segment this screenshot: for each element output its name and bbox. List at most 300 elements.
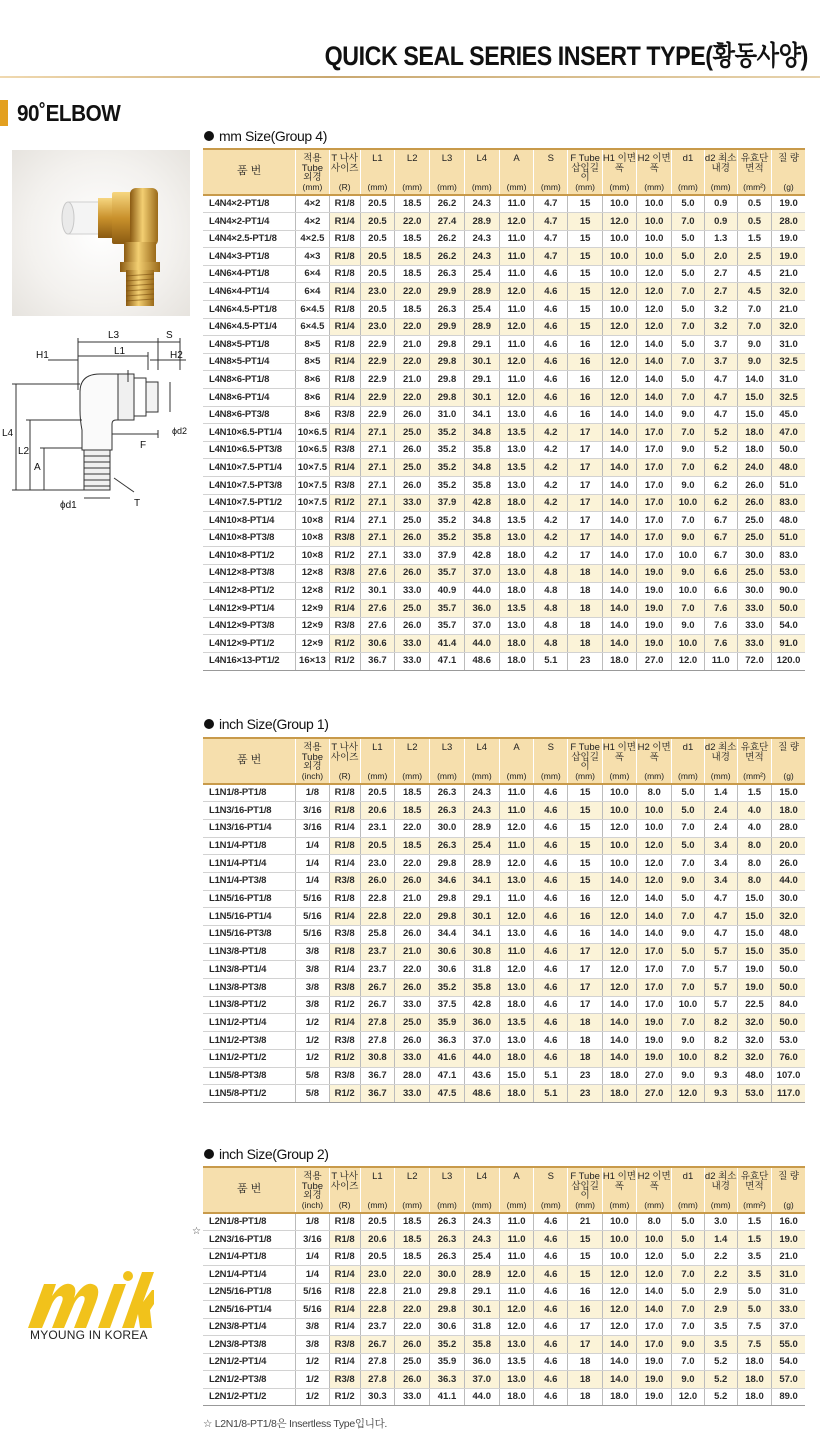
cell-f: 16 <box>568 1283 602 1301</box>
cell-part-no: L1N5/16-PT3/8 <box>203 926 296 944</box>
cell-a: 15.0 <box>499 1067 533 1085</box>
cell-d2: 9.3 <box>704 1085 737 1103</box>
cell-d2: 4.7 <box>704 389 737 407</box>
cell-h2: 17.0 <box>637 1336 672 1354</box>
cell-mass: 120.0 <box>772 652 805 670</box>
cell-mass: 31.0 <box>772 1283 805 1301</box>
cell-tube: 12×9 <box>296 600 329 618</box>
cell-l4: 34.8 <box>464 512 499 530</box>
cell-d2: 2.9 <box>704 1301 737 1319</box>
cell-a: 13.0 <box>499 1371 533 1389</box>
cell-tube: 10×7.5 <box>296 494 329 512</box>
cell-l1: 20.5 <box>360 1213 394 1231</box>
column-header-unit: (inch) <box>301 1200 324 1211</box>
column-header-label: L3 <box>441 153 453 164</box>
cell-s: 4.6 <box>534 1248 568 1266</box>
cell-d2: 6.6 <box>704 564 737 582</box>
section-title: 90˚ELBOW <box>17 100 121 126</box>
column-header-l4 <box>464 1167 499 1213</box>
cell-h2: 27.0 <box>637 1067 672 1085</box>
cell-thread: R3/8 <box>329 1371 360 1389</box>
cell-d1: 9.0 <box>672 1032 704 1050</box>
cell-thread: R1/4 <box>329 600 360 618</box>
cell-a: 13.0 <box>499 1032 533 1050</box>
cell-tube: 3/8 <box>296 1318 329 1336</box>
cell-a: 12.0 <box>499 819 533 837</box>
cell-f: 15 <box>568 248 602 266</box>
column-header-label: d2 최소내경 <box>704 153 737 174</box>
cell-d2: 2.0 <box>704 248 737 266</box>
cell-d1: 7.0 <box>672 1301 704 1319</box>
cell-tube: 3/16 <box>296 819 329 837</box>
cell-l1: 23.0 <box>360 318 394 336</box>
cell-h2: 14.0 <box>637 890 672 908</box>
cell-a: 11.0 <box>499 265 533 283</box>
cell-a: 13.5 <box>499 1353 533 1371</box>
cell-a: 13.5 <box>499 600 533 618</box>
column-header-unit: (mm) <box>575 1200 596 1211</box>
table-row <box>203 1388 805 1406</box>
cell-mass: 35.0 <box>772 943 805 961</box>
column-header-l3 <box>430 1167 464 1213</box>
cell-thread: R1/2 <box>329 635 360 653</box>
cell-area: 24.0 <box>737 459 771 477</box>
cell-l2: 21.0 <box>395 1283 430 1301</box>
cell-f: 17 <box>568 961 602 979</box>
cell-area: 8.0 <box>737 872 771 890</box>
cell-h2: 19.0 <box>637 600 672 618</box>
cell-d1: 5.0 <box>672 784 704 802</box>
column-header-thread <box>329 1167 360 1213</box>
cell-s: 4.7 <box>534 248 568 266</box>
cell-tube: 8×6 <box>296 371 329 389</box>
cell-tube: 10×6.5 <box>296 441 329 459</box>
cell-thread: R1/2 <box>329 1085 360 1103</box>
column-header-label: 품 번 <box>236 165 262 178</box>
cell-h1: 12.0 <box>602 213 636 231</box>
column-header-d1 <box>672 1167 704 1213</box>
cell-f: 16 <box>568 890 602 908</box>
cell-part-no: L1N1/2-PT1/4 <box>203 1014 296 1032</box>
cell-part-no: L4N10×6.5-PT1/4 <box>203 424 296 442</box>
cell-l3: 27.4 <box>430 213 464 231</box>
cell-s: 4.6 <box>534 908 568 926</box>
product-photo <box>12 150 190 316</box>
column-header-unit: (mm) <box>609 1200 630 1211</box>
cell-mass: 21.0 <box>772 301 805 319</box>
diagram-label-a: A <box>34 462 41 473</box>
cell-l4: 34.1 <box>464 406 499 424</box>
cell-l1: 23.0 <box>360 855 394 873</box>
cell-l2: 22.0 <box>395 908 430 926</box>
cell-area: 1.5 <box>737 784 771 802</box>
column-header-l2 <box>395 738 430 784</box>
cell-d1: 7.0 <box>672 213 704 231</box>
cell-f: 17 <box>568 979 602 997</box>
cell-thread: R1/4 <box>329 213 360 231</box>
column-header-unit: (mm) <box>644 182 665 193</box>
cell-h1: 14.0 <box>602 1336 636 1354</box>
table-row <box>203 441 805 459</box>
cell-d2: 5.2 <box>704 424 737 442</box>
cell-h2: 19.0 <box>637 564 672 582</box>
cell-thread: R3/8 <box>329 1032 360 1050</box>
cell-part-no: L1N1/4-PT1/4 <box>203 855 296 873</box>
cell-a: 11.0 <box>499 1248 533 1266</box>
cell-part-no: L4N8×6-PT1/8 <box>203 371 296 389</box>
brand-logo <box>26 1270 154 1332</box>
cell-h2: 17.0 <box>637 943 672 961</box>
cell-thread: R1/8 <box>329 837 360 855</box>
cell-f: 15 <box>568 283 602 301</box>
cell-l4: 30.1 <box>464 908 499 926</box>
cell-l2: 33.0 <box>395 1085 430 1103</box>
cell-part-no: L4N10×8-PT1/4 <box>203 512 296 530</box>
cell-s: 4.6 <box>534 1231 568 1249</box>
cell-l2: 22.0 <box>395 1318 430 1336</box>
cell-l2: 26.0 <box>395 1336 430 1354</box>
cell-l2: 26.0 <box>395 441 430 459</box>
cell-thread: R1/8 <box>329 890 360 908</box>
cell-s: 5.1 <box>534 1085 568 1103</box>
table-row <box>203 477 805 495</box>
cell-mass: 76.0 <box>772 1049 805 1067</box>
cell-l1: 23.7 <box>360 961 394 979</box>
cell-h2: 12.0 <box>637 301 672 319</box>
cell-l4: 28.9 <box>464 318 499 336</box>
cell-s: 4.6 <box>534 837 568 855</box>
cell-f: 16 <box>568 406 602 424</box>
cell-l4: 42.8 <box>464 996 499 1014</box>
cell-d2: 8.2 <box>704 1049 737 1067</box>
cell-s: 4.6 <box>534 819 568 837</box>
cell-l3: 26.2 <box>430 195 464 213</box>
cell-l4: 44.0 <box>464 635 499 653</box>
cell-l1: 23.7 <box>360 1318 394 1336</box>
cell-f: 17 <box>568 529 602 547</box>
cell-thread: R1/8 <box>329 1248 360 1266</box>
cell-d1: 7.0 <box>672 353 704 371</box>
cell-s: 5.1 <box>534 652 568 670</box>
cell-h1: 10.0 <box>602 784 636 802</box>
column-header-unit: (R) <box>338 771 351 782</box>
table-row <box>203 529 805 547</box>
cell-f: 17 <box>568 547 602 565</box>
column-header-label: H2 이면폭 <box>637 742 671 763</box>
cell-d1: 10.0 <box>672 1049 704 1067</box>
column-header-unit: (mm) <box>437 182 457 193</box>
cell-a: 13.0 <box>499 529 533 547</box>
cell-area: 7.0 <box>737 301 771 319</box>
cell-part-no: L1N1/4-PT1/8 <box>203 837 296 855</box>
cell-f: 18 <box>568 582 602 600</box>
cell-h1: 12.0 <box>602 943 636 961</box>
cell-mass: 50.0 <box>772 961 805 979</box>
cell-h2: 14.0 <box>637 406 672 424</box>
cell-d2: 5.2 <box>704 1371 737 1389</box>
cell-d1: 7.0 <box>672 1353 704 1371</box>
cell-d2: 3.4 <box>704 837 737 855</box>
cell-l2: 33.0 <box>395 547 430 565</box>
cell-h1: 14.0 <box>602 600 636 618</box>
table-row <box>203 1283 805 1301</box>
cell-tube: 4×2.5 <box>296 230 329 248</box>
column-header-tube <box>296 149 329 195</box>
cell-mass: 31.0 <box>772 336 805 354</box>
cell-h1: 14.0 <box>602 1353 636 1371</box>
cell-d2: 3.2 <box>704 301 737 319</box>
cell-h1: 12.0 <box>602 371 636 389</box>
cell-part-no: L2N1/8-PT1/8 <box>203 1213 296 1231</box>
cell-s: 4.6 <box>534 371 568 389</box>
table-row <box>203 1085 805 1103</box>
column-header-unit: (mm²) <box>743 771 766 782</box>
cell-l4: 36.0 <box>464 1353 499 1371</box>
cell-d2: 2.7 <box>704 283 737 301</box>
cell-d2: 3.5 <box>704 1336 737 1354</box>
cell-l3: 29.8 <box>430 908 464 926</box>
cell-l1: 22.8 <box>360 1301 394 1319</box>
cell-l1: 36.7 <box>360 652 394 670</box>
section-accent-bar <box>0 100 8 126</box>
cell-l4: 30.1 <box>464 1301 499 1319</box>
cell-l1: 22.9 <box>360 371 394 389</box>
cell-l1: 22.9 <box>360 389 394 407</box>
cell-l2: 18.5 <box>395 802 430 820</box>
cell-h2: 17.0 <box>637 441 672 459</box>
cell-mass: 51.0 <box>772 529 805 547</box>
cell-mass: 19.0 <box>772 248 805 266</box>
cell-a: 11.0 <box>499 1213 533 1231</box>
cell-a: 13.0 <box>499 477 533 495</box>
cell-s: 4.2 <box>534 424 568 442</box>
cell-s: 4.6 <box>534 926 568 944</box>
cell-area: 26.0 <box>737 494 771 512</box>
cell-a: 11.0 <box>499 195 533 213</box>
cell-h1: 14.0 <box>602 996 636 1014</box>
group-label-text: inch Size(Group 1) <box>219 716 329 732</box>
cell-l2: 22.0 <box>395 1301 430 1319</box>
cell-h1: 12.0 <box>602 979 636 997</box>
cell-d1: 7.0 <box>672 389 704 407</box>
table-row <box>203 872 805 890</box>
cell-l4: 24.3 <box>464 1213 499 1231</box>
cell-part-no: L2N3/8-PT1/4 <box>203 1318 296 1336</box>
cell-l2: 21.0 <box>395 943 430 961</box>
cell-part-no: L1N1/4-PT3/8 <box>203 872 296 890</box>
column-header-unit: (mm) <box>575 771 596 782</box>
cell-s: 4.7 <box>534 195 568 213</box>
cell-s: 4.2 <box>534 494 568 512</box>
cell-mass: 90.0 <box>772 582 805 600</box>
cell-d1: 9.0 <box>672 477 704 495</box>
cell-mass: 21.0 <box>772 1248 805 1266</box>
cell-part-no: L2N1/2-PT1/2 <box>203 1388 296 1406</box>
cell-s: 4.6 <box>534 1301 568 1319</box>
table-row <box>203 943 805 961</box>
column-header-label: 적용 Tube 외경 <box>301 1171 324 1202</box>
cell-area: 15.0 <box>737 389 771 407</box>
cell-a: 11.0 <box>499 371 533 389</box>
cell-l2: 18.5 <box>395 1213 430 1231</box>
cell-part-no: L1N3/8-PT1/2 <box>203 996 296 1014</box>
cell-h1: 12.0 <box>602 908 636 926</box>
cell-l1: 30.6 <box>360 635 394 653</box>
cell-h2: 17.0 <box>637 547 672 565</box>
cell-part-no: L4N6×4-PT1/4 <box>203 283 296 301</box>
cell-d1: 7.0 <box>672 1318 704 1336</box>
cell-h1: 12.0 <box>602 389 636 407</box>
cell-mass: 19.0 <box>772 230 805 248</box>
cell-part-no: L1N1/2-PT1/2 <box>203 1049 296 1067</box>
cell-d1: 7.0 <box>672 600 704 618</box>
cell-area: 19.0 <box>737 979 771 997</box>
column-header-label: L4 <box>476 742 488 753</box>
diagram-label-h2: H2 <box>170 350 183 361</box>
cell-f: 18 <box>568 1388 602 1406</box>
cell-thread: R3/8 <box>329 441 360 459</box>
cell-f: 15 <box>568 819 602 837</box>
cell-mass: 44.0 <box>772 872 805 890</box>
cell-l4: 24.3 <box>464 230 499 248</box>
cell-a: 12.0 <box>499 908 533 926</box>
column-header-thread <box>329 738 360 784</box>
cell-thread: R1/2 <box>329 1388 360 1406</box>
cell-h2: 8.0 <box>637 1213 672 1231</box>
column-header-tube <box>296 738 329 784</box>
cell-l3: 26.3 <box>430 1213 464 1231</box>
column-header-label: L2 <box>406 742 418 753</box>
cell-thread: R1/2 <box>329 652 360 670</box>
column-header-label: d2 최소내경 <box>704 742 737 763</box>
cell-d1: 7.0 <box>672 512 704 530</box>
cell-l4: 35.8 <box>464 529 499 547</box>
cell-tube: 3/8 <box>296 961 329 979</box>
cell-s: 4.6 <box>534 389 568 407</box>
cell-h2: 14.0 <box>637 371 672 389</box>
cell-l4: 36.0 <box>464 600 499 618</box>
cell-s: 4.8 <box>534 635 568 653</box>
cell-l2: 33.0 <box>395 494 430 512</box>
cell-l2: 33.0 <box>395 582 430 600</box>
cell-area: 53.0 <box>737 1085 771 1103</box>
cell-thread: R1/4 <box>329 1266 360 1284</box>
cell-mass: 51.0 <box>772 477 805 495</box>
cell-part-no: L4N6×4.5-PT1/4 <box>203 318 296 336</box>
cell-l3: 26.2 <box>430 230 464 248</box>
cell-part-no: L1N5/16-PT1/8 <box>203 890 296 908</box>
cell-l2: 25.0 <box>395 600 430 618</box>
cell-l3: 29.8 <box>430 336 464 354</box>
cell-d2: 3.0 <box>704 1213 737 1231</box>
column-header-area <box>737 149 771 195</box>
column-header-label: L4 <box>476 153 488 164</box>
cell-d1: 5.0 <box>672 1231 704 1249</box>
cell-l1: 20.5 <box>360 248 394 266</box>
cell-l2: 22.0 <box>395 855 430 873</box>
cell-s: 4.6 <box>534 961 568 979</box>
cell-h2: 12.0 <box>637 872 672 890</box>
cell-l3: 29.8 <box>430 389 464 407</box>
column-header-label: L1 <box>372 742 383 753</box>
cell-part-no: L1N3/8-PT3/8 <box>203 979 296 997</box>
cell-part-no: L4N10×6.5-PT3/8 <box>203 441 296 459</box>
cell-thread: R1/4 <box>329 318 360 336</box>
cell-f: 16 <box>568 353 602 371</box>
cell-l4: 30.1 <box>464 389 499 407</box>
table-row <box>203 213 805 231</box>
cell-part-no: L4N6×4.5-PT1/8 <box>203 301 296 319</box>
cell-h1: 14.0 <box>602 617 636 635</box>
cell-s: 4.2 <box>534 529 568 547</box>
cell-area: 30.0 <box>737 582 771 600</box>
cell-l3: 26.3 <box>430 802 464 820</box>
cell-l2: 21.0 <box>395 371 430 389</box>
cell-d1: 5.0 <box>672 230 704 248</box>
table-row <box>203 1213 805 1231</box>
cell-h2: 10.0 <box>637 230 672 248</box>
cell-f: 15 <box>568 855 602 873</box>
cell-f: 18 <box>568 1014 602 1032</box>
cell-thread: R1/2 <box>329 494 360 512</box>
cell-mass: 32.5 <box>772 389 805 407</box>
cell-thread: R1/8 <box>329 784 360 802</box>
cell-a: 18.0 <box>499 547 533 565</box>
cell-l1: 23.7 <box>360 943 394 961</box>
cell-l2: 21.0 <box>395 336 430 354</box>
cell-part-no: L4N12×9-PT3/8 <box>203 617 296 635</box>
cell-d2: 6.2 <box>704 477 737 495</box>
cell-h1: 12.0 <box>602 336 636 354</box>
cell-s: 4.6 <box>534 979 568 997</box>
cell-mass: 54.0 <box>772 1353 805 1371</box>
cell-l4: 44.0 <box>464 1049 499 1067</box>
cell-f: 15 <box>568 1248 602 1266</box>
cell-part-no: L2N1/4-PT1/8 <box>203 1248 296 1266</box>
cell-s: 4.2 <box>534 477 568 495</box>
cell-h2: 27.0 <box>637 1085 672 1103</box>
table-row <box>203 318 805 336</box>
cell-d1: 5.0 <box>672 1213 704 1231</box>
cell-l2: 26.0 <box>395 617 430 635</box>
cell-a: 18.0 <box>499 1049 533 1067</box>
cell-d1: 9.0 <box>672 441 704 459</box>
cell-tube: 10×8 <box>296 547 329 565</box>
cell-f: 15 <box>568 1266 602 1284</box>
cell-thread: R1/2 <box>329 1049 360 1067</box>
cell-mass: 45.0 <box>772 406 805 424</box>
cell-h2: 10.0 <box>637 802 672 820</box>
cell-thread: R3/8 <box>329 1067 360 1085</box>
cell-d1: 7.0 <box>672 424 704 442</box>
column-header-h1 <box>602 738 636 784</box>
cell-h2: 17.0 <box>637 494 672 512</box>
cell-h2: 17.0 <box>637 459 672 477</box>
cell-mass: 18.0 <box>772 802 805 820</box>
cell-part-no: L4N4×2.5-PT1/8 <box>203 230 296 248</box>
cell-l2: 26.0 <box>395 1371 430 1389</box>
column-header-mass <box>772 149 805 195</box>
cell-l2: 22.0 <box>395 353 430 371</box>
cell-l1: 26.7 <box>360 979 394 997</box>
cell-thread: R1/4 <box>329 389 360 407</box>
cell-s: 4.8 <box>534 582 568 600</box>
cell-l1: 25.8 <box>360 926 394 944</box>
column-header-unit: (g) <box>783 1200 794 1211</box>
cell-area: 19.0 <box>737 961 771 979</box>
cell-tube: 5/16 <box>296 1283 329 1301</box>
cell-a: 13.0 <box>499 406 533 424</box>
